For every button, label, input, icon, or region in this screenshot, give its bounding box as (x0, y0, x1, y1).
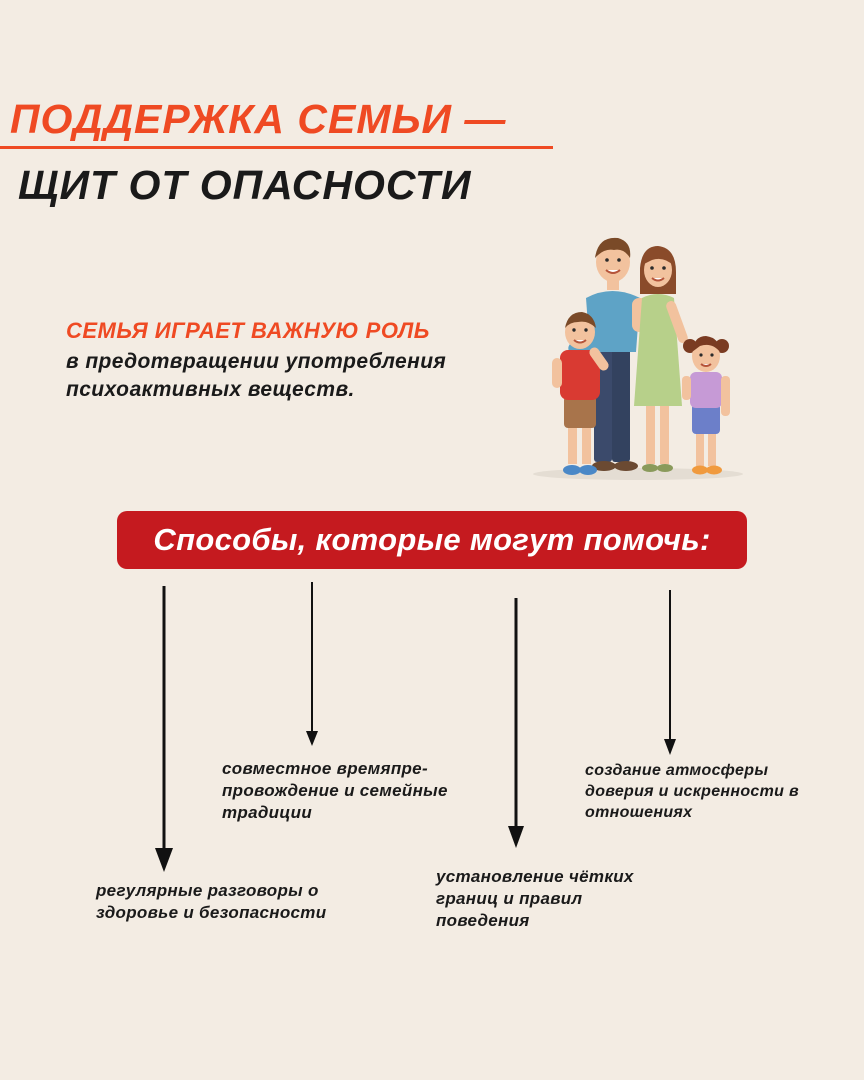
title-underline (0, 146, 553, 149)
way-item-talks: регулярные разговоры о здоровье и безопасности (96, 881, 327, 922)
arrow-down-icon (306, 582, 318, 746)
title-line-1: ПОДДЕРЖКА СЕМЬИ — (10, 96, 507, 142)
family-illustration (528, 228, 748, 484)
methods-banner (117, 511, 747, 569)
intro-lead: СЕМЬЯ ИГРАЕТ ВАЖНУЮ РОЛЬ (66, 318, 430, 343)
banner-label: Способы, которые могут помочь: (153, 522, 711, 557)
way-item-boundaries: установление чётких границ и правил поведения (436, 867, 634, 930)
way-item-trust: создание атмосферы доверия и искренности в отношениях (585, 762, 799, 821)
arrow-down-icon (508, 598, 524, 848)
mother-figure (634, 246, 689, 472)
girl-figure (682, 336, 730, 475)
intro-body: в предотвращении употребления психоактивных веществ. (66, 350, 447, 401)
arrow-down-icon (664, 590, 676, 755)
arrow-down-icon (155, 586, 173, 872)
way-item-leisure: совместное времяпре-провождение и семейные традиции (222, 759, 448, 822)
title-line-2: ЩИТ ОТ ОПАСНОСТИ (18, 162, 472, 208)
